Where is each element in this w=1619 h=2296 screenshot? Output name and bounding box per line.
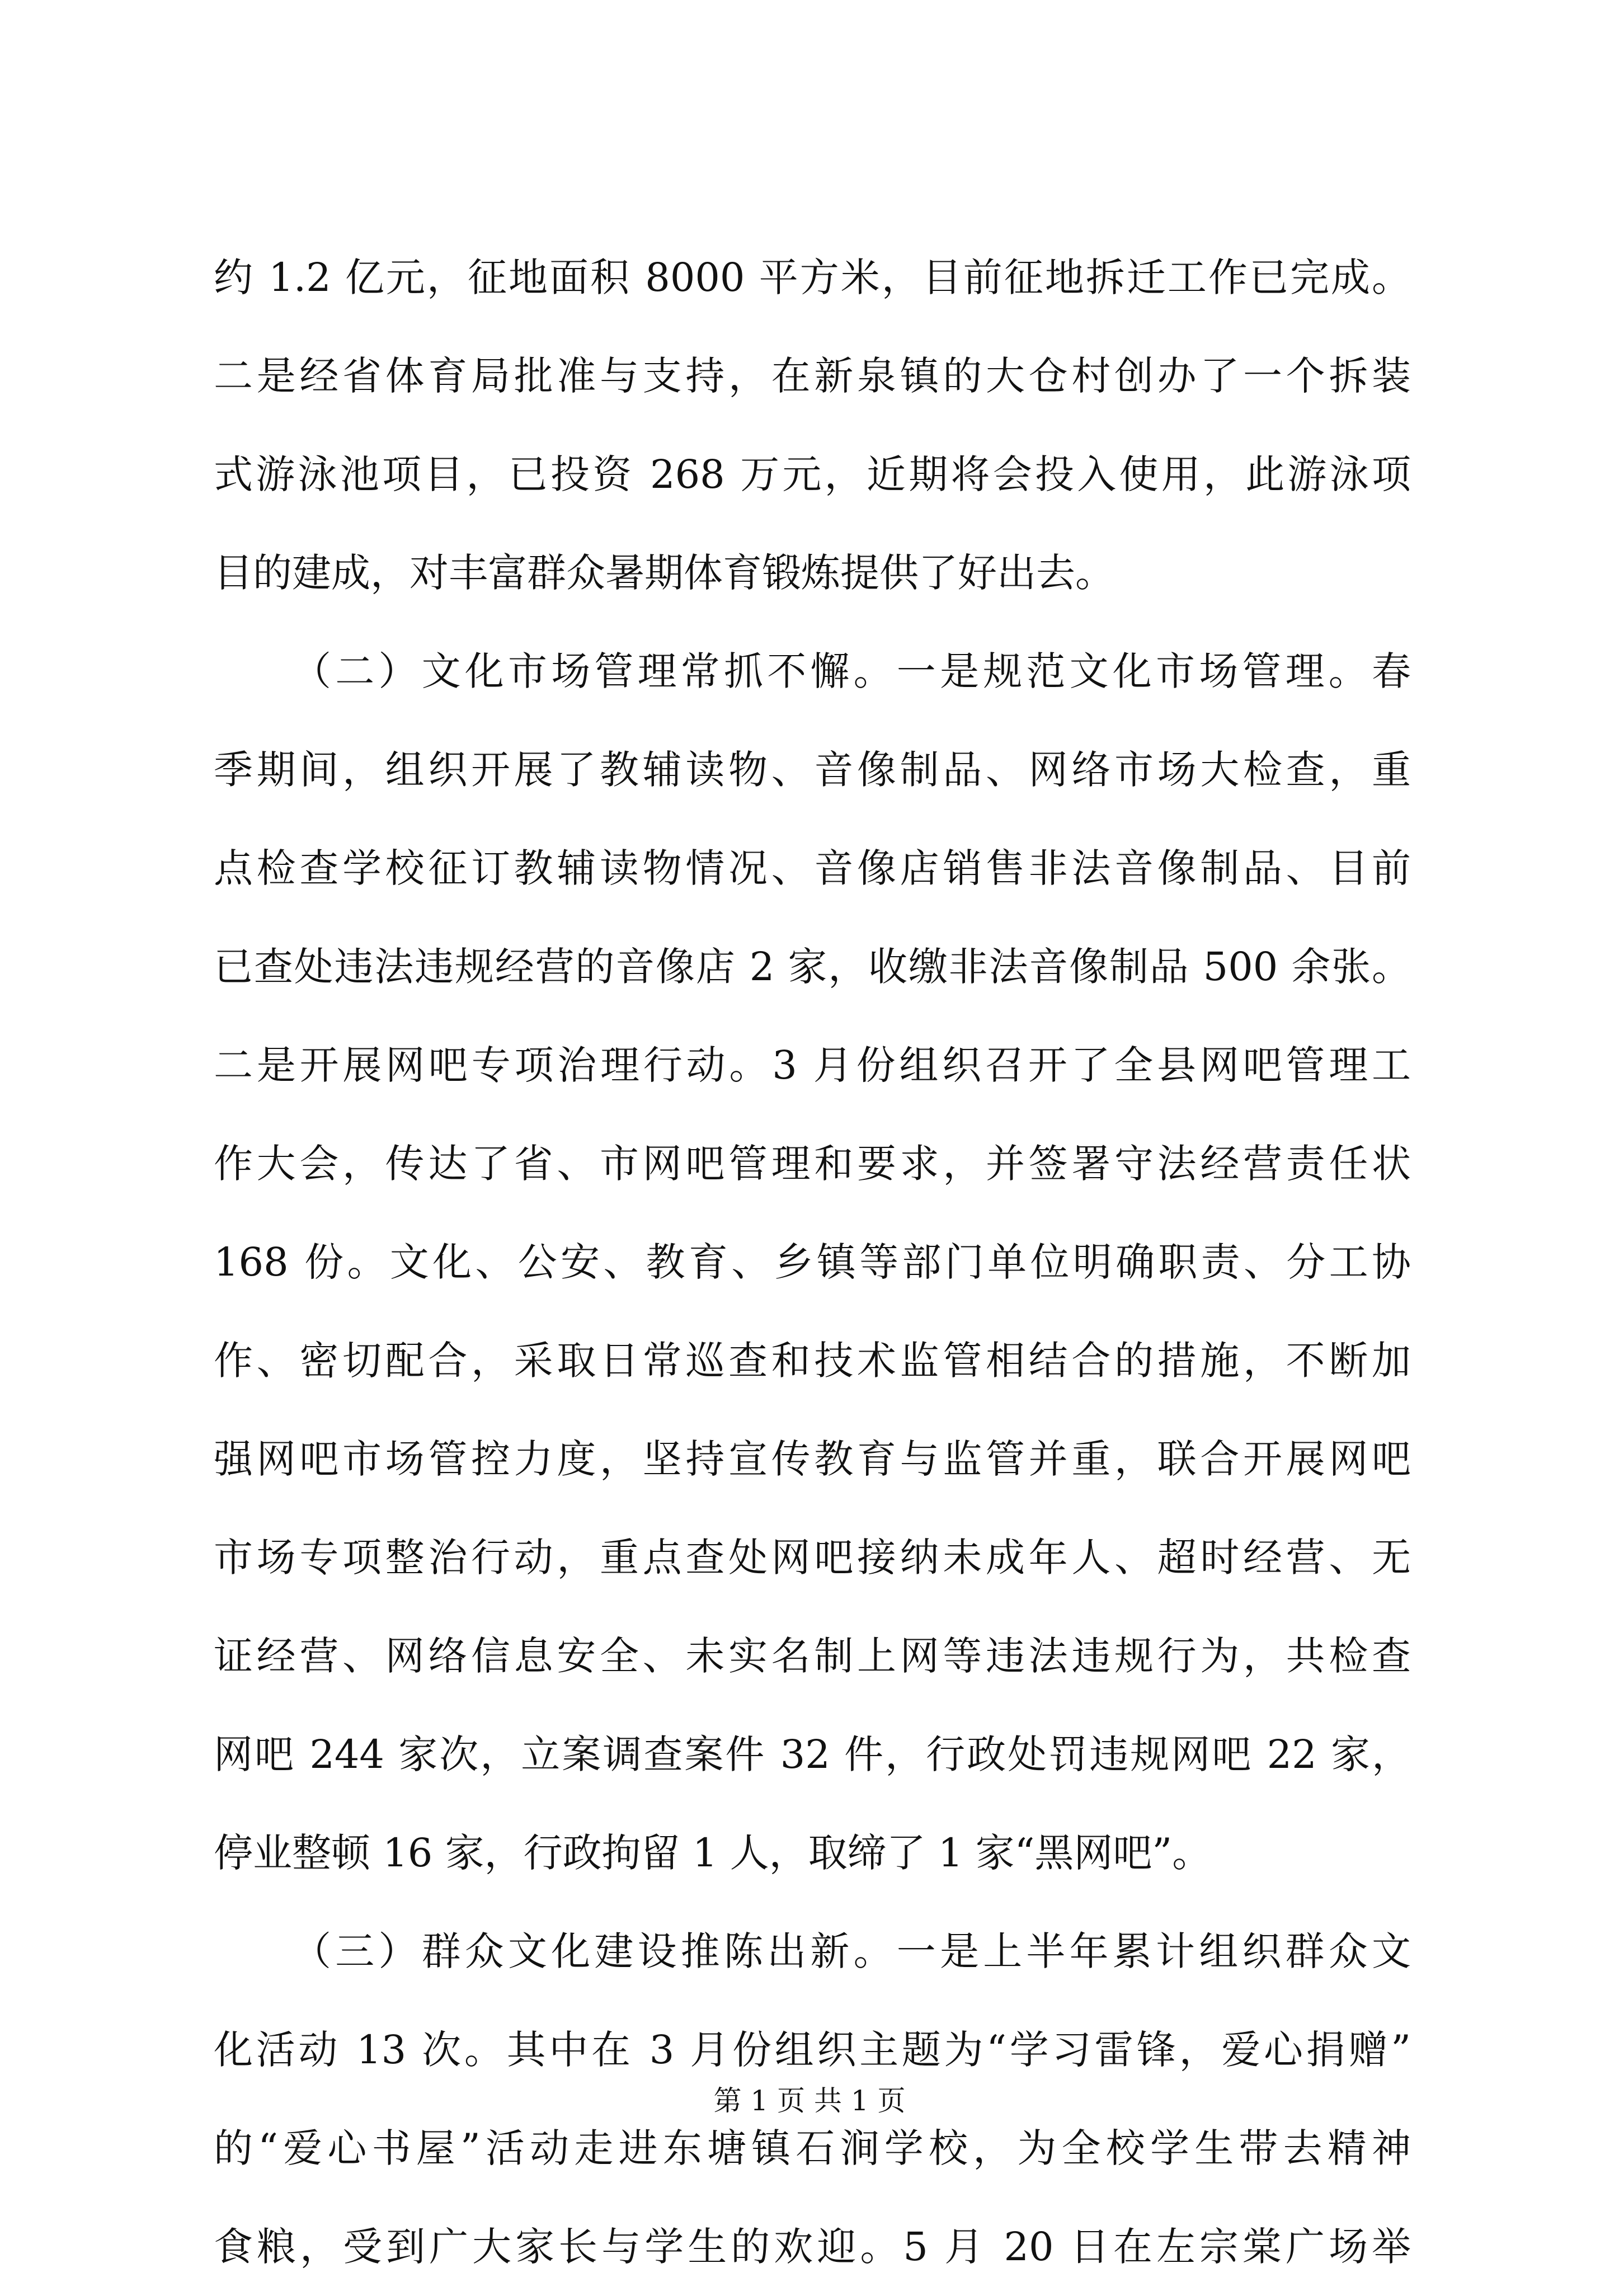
text-line: 作大会，传达了省、市网吧管理和要求，并签署守法经营责任状 — [214, 1141, 1411, 1187]
text-line: 化活动 13 次。其中在 3 月份组织主题为“学习雷锋，爱心捐赠” — [214, 2027, 1411, 2073]
text-line: 二是经省体育局批准与支持，在新泉镇的大仓村创办了一个拆装 — [214, 353, 1411, 399]
document-body — [214, 228, 1411, 2296]
text-line: 点检查学校征订教辅读物情况、音像店销售非法音像制品、目前 — [214, 845, 1411, 891]
text-line: 市场专项整治行动，重点查处网吧接纳未成年人、超时经营、无 — [214, 1535, 1411, 1580]
page-number-footer: 第 1 页 共 1 页 — [713, 2085, 906, 2117]
text-line: 停业整顿 16 家，行政拘留 1 人，取缔了 1 家“黑网吧”。 — [214, 1830, 1212, 1876]
text-line: 季期间，组织开展了教辅读物、音像制品、网络市场大检查，重 — [214, 747, 1411, 793]
section-heading-line: （二）文化市场管理常抓不懈。一是规范文化市场管理。春 — [292, 648, 1411, 694]
text-line: 式游泳池项目，已投资 268 万元，近期将会投入使用，此游泳项 — [214, 451, 1411, 497]
text-line: 168 份。文化、公安、教育、乡镇等部门单位明确职责、分工协 — [214, 1239, 1411, 1285]
text-line: 网吧 244 家次，立案调查案件 32 件，行政处罚违规网吧 22 家， — [214, 1732, 1411, 1777]
text-line: 约 1.2 亿元，征地面积 8000 平方米，目前征地拆迁工作已完成。 — [214, 255, 1411, 300]
text-line: 食粮，受到广大家长与学生的欢迎。5 月 20 日在左宗棠广场举 — [214, 2224, 1411, 2270]
text-line: 强网吧市场管控力度，坚持宣传教育与监管并重，联合开展网吧 — [214, 1436, 1411, 1482]
text-line: 证经营、网络信息安全、未实名制上网等违法违规行为，共检查 — [214, 1633, 1411, 1679]
section-heading-line: （三）群众文化建设推陈出新。一是上半年累计组织群众文 — [292, 1928, 1411, 1974]
text-line: 目的建成，对丰富群众暑期体育锻炼提供了好出去。 — [214, 550, 1114, 596]
text-line: 已查处违法违规经营的音像店 2 家，收缴非法音像制品 500 余张。 — [214, 944, 1411, 990]
text-line: 作、密切配合，采取日常巡查和技术监管相结合的措施，不断加 — [214, 1338, 1411, 1384]
text-line: 的“爱心书屋”活动走进东塘镇石涧学校，为全校学生带去精神 — [214, 2125, 1411, 2171]
text-line: 二是开展网吧专项治理行动。3 月份组织召开了全县网吧管理工 — [214, 1042, 1411, 1088]
